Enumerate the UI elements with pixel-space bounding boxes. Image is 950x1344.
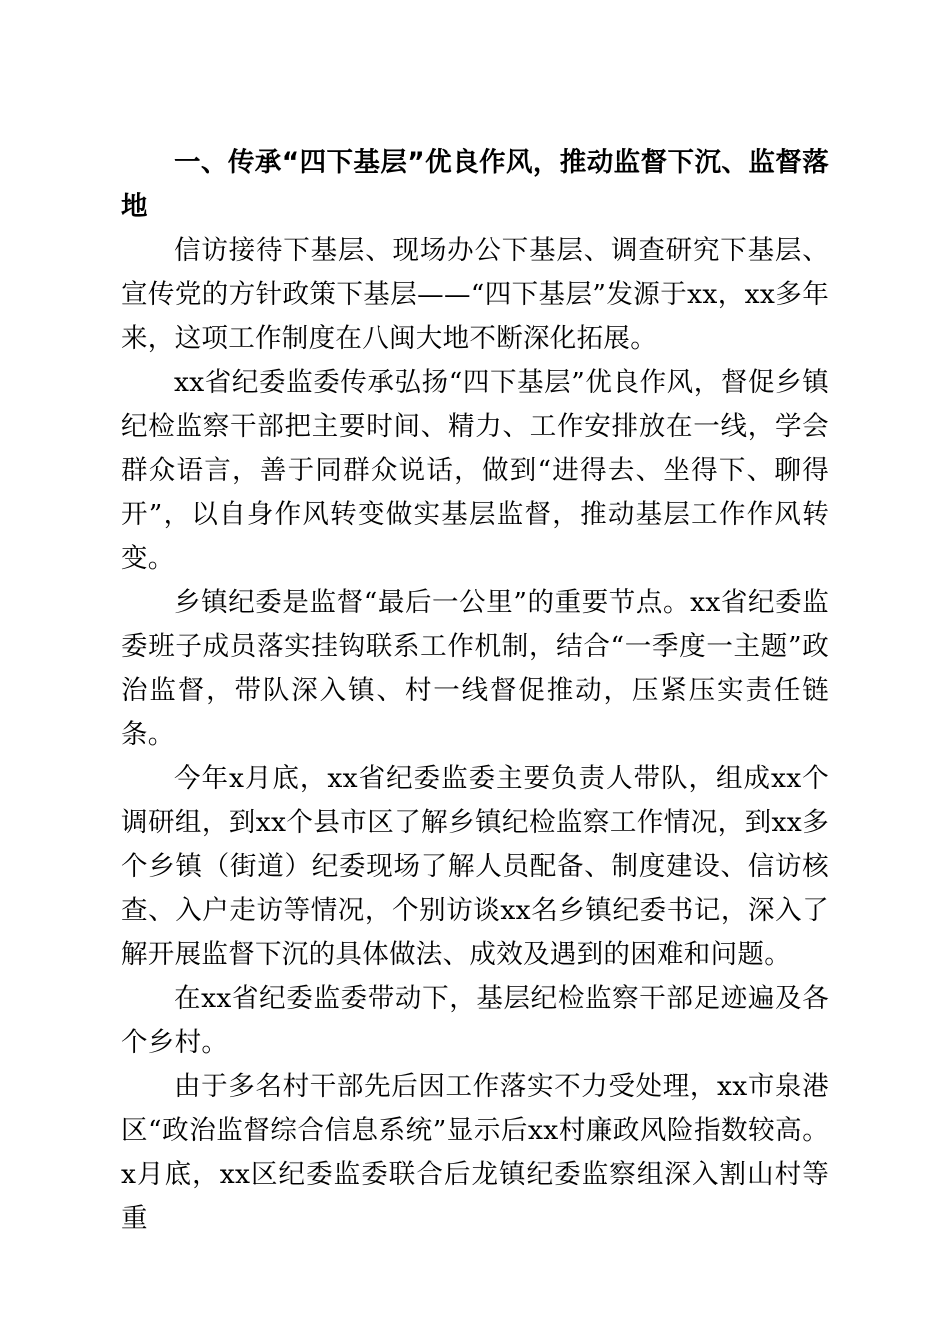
paragraph-4: 今年x月底，xx省纪委监委主要负责人带队，组成xx个调研组，到xx个县市区了解乡镇纪检监察工作情况，到xx多个乡镇（街道）纪委现场了解人员配备、制度建设、信访核查、入户走访等情况，个别访谈xx名乡镇纪委书记，深入了解开展监督下沉的具体做法、成效及遇到的困难和问题。 [121,763,829,970]
paragraph-2: xx省纪委监委传承弘扬“四下基层”优良作风，督促乡镇纪检监察干部把主要时间、精力、工作安排放在一线，学会群众语言，善于同群众说话，做到“进得去、坐得下、聊得开”，以自身作风转变做实基层监督，推动基层工作作风转变。 [121,367,829,574]
paragraph-6: 由于多名村干部先后因工作落实不力受处理，xx市泉港区“政治监督综合信息系统”显示后xx村廉政风险指数较高。x月底，xx区纪委监委联合后龙镇纪委监察组深入割山村等重 [121,1071,829,1234]
paragraph-1: 信访接待下基层、现场办公下基层、调查研究下基层、宣传党的方针政策下基层——“四下基层”发源于xx，xx多年来，这项工作制度在八闽大地不断深化拓展。 [121,235,829,354]
document-body [121,141,829,1241]
section-heading: 一、传承“四下基层”优良作风，推动监督下沉、监督落地 [121,147,829,222]
paragraph-5: 在xx省纪委监委带动下，基层纪检监察干部足迹遍及各个乡村。 [121,983,829,1058]
paragraph-3: 乡镇纪委是监督“最后一公里”的重要节点。xx省纪委监委班子成员落实挂钩联系工作机制，结合“一季度一主题”政治监督，带队深入镇、村一线督促推动，压紧压实责任链条。 [121,587,829,750]
